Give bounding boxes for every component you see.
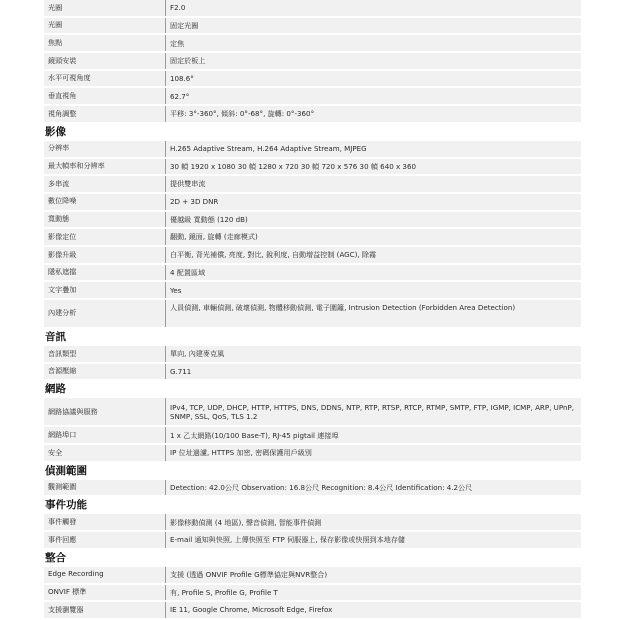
spec-value: IE 11, Google Chrome, Microsoft Edge, Firefox <box>165 602 581 618</box>
section-heading: 整合 <box>45 551 66 564</box>
spec-row-horizontal-fov <box>44 71 581 87</box>
spec-row-dnr <box>44 194 581 210</box>
spec-value: 2D + 3D DNR <box>165 194 581 210</box>
section-lens <box>44 0 581 122</box>
spec-label: 影像定位 <box>48 231 77 241</box>
spec-label: 數位降噪 <box>48 196 77 206</box>
spec-value: H.265 Adaptive Stream, H.264 Adaptive Stream, MJPEG <box>165 141 581 157</box>
spec-value: G.711 <box>165 364 581 380</box>
spec-label: 最大幀率和分辨率 <box>48 161 105 171</box>
spec-row-text-overlay <box>44 282 581 298</box>
spec-label: 事件回應 <box>48 534 77 544</box>
spec-row-resolution <box>44 141 581 157</box>
spec-label: 內建分析 <box>48 308 77 318</box>
spec-row-focus <box>44 35 581 51</box>
spec-value: 108.6° <box>165 71 581 87</box>
spec-row-audio-type <box>44 346 581 362</box>
spec-label: 多串流 <box>48 178 70 188</box>
spec-row-browsers <box>44 602 581 618</box>
spec-label: 網路協議與服務 <box>48 406 98 416</box>
spec-value: 30 幀 1920 x 1080 30 幀 1280 x 720 30 幀 720 x 576 30 幀 640 x 360 <box>165 159 581 175</box>
spec-label: 光圈 <box>48 20 63 30</box>
spec-row-max-framerate <box>44 159 581 175</box>
spec-row-vertical-fov <box>44 88 581 104</box>
spec-row-multistream <box>44 176 581 192</box>
spec-label: 寬動態 <box>48 214 70 224</box>
spec-row-network-port <box>44 427 581 443</box>
spec-row-protocols <box>44 398 581 425</box>
spec-value: 固定於板上 <box>165 53 581 69</box>
spec-label: ONVIF 標準 <box>48 587 87 597</box>
spec-value: 1 x 乙太網路(10/100 Base-T), RJ-45 pigtail 連接埠 <box>165 427 581 443</box>
spec-row-event-response <box>44 532 581 548</box>
spec-value: Detection: 42.0公尺 Observation: 16.8公尺 Recognition: 8.4公尺 Identification: 4.2公尺 <box>165 480 581 496</box>
spec-label: 水平可視角度 <box>48 73 91 83</box>
spec-value: 提供雙串流 <box>165 176 581 192</box>
spec-label: 鏡頭安裝 <box>48 55 77 65</box>
spec-row-security <box>44 445 581 461</box>
spec-value: IP 位址過濾, HTTPS 加密, 密碼保護用戶級別 <box>165 445 581 461</box>
spec-row-onvif <box>44 585 581 601</box>
spec-value: 白平衡, 背光補償, 亮度, 對比, 銳利度, 自動增益控制 (AGC), 除霧 <box>165 247 581 263</box>
spec-value: 62.7° <box>165 88 581 104</box>
spec-label: 事件觸發 <box>48 517 77 527</box>
section-heading: 事件功能 <box>45 499 87 512</box>
spec-value: 影像移動偵測 (4 地區), 聲音偵測, 智能事件偵測 <box>165 514 581 530</box>
spec-label: 視角調整 <box>48 108 77 118</box>
spec-label: 文字疊加 <box>48 284 77 294</box>
spec-value: 固定光圈 <box>165 18 581 34</box>
spec-row-analytics <box>44 300 581 327</box>
spec-value: 人員偵測, 車輛偵測, 破壞偵測, 物體移動偵測, 電子圍籬, Intrusion Detection (Forbidden Area Detection) <box>165 300 581 327</box>
spec-row-event-trigger <box>44 514 581 530</box>
spec-value: 翻動, 鏡面, 旋轉 (走廊模式) <box>165 229 581 245</box>
spec-label: 支援瀏覽器 <box>48 604 84 614</box>
spec-value: IPv4, TCP, UDP, DHCP, HTTP, HTTPS, DNS, DDNS, NTP, RTP, RTSP, RTCP, RTMP, SMTP, FTP, IGMP, ICMP, ARP, UPnP, SNMP, SSL, QoS, TLS 1.2 <box>165 398 581 425</box>
section-heading: 偵測範圍 <box>45 464 87 477</box>
spec-value: 平移: 3°-360°, 傾斜: 0°-68°, 旋轉: 0°-360° <box>165 106 581 122</box>
spec-row-image-orientation <box>44 229 581 245</box>
spec-label: 觀測範圍 <box>48 482 77 492</box>
spec-row-lens-mount <box>44 53 581 69</box>
spec-value: 有, Profile S, Profile G, Profile T <box>165 585 581 601</box>
spec-label: 垂直視角 <box>48 91 77 101</box>
section-heading: 音訊 <box>45 331 66 343</box>
spec-label: 網路埠口 <box>48 429 77 439</box>
spec-label: 光圈 <box>48 2 63 12</box>
spec-row-privacy-mask <box>44 265 581 281</box>
spec-value: F2.0 <box>165 0 581 16</box>
spec-row-aperture-type <box>44 18 581 34</box>
section-image <box>44 124 581 327</box>
section-heading: 影像 <box>45 125 66 138</box>
spec-label: Edge Recording <box>48 569 104 579</box>
spec-value: Yes <box>165 282 581 298</box>
spec-sheet <box>44 0 581 620</box>
spec-row-image-enhancement <box>44 247 581 263</box>
spec-value: E-mail 通知與快照, 上傳快照至 FTP 伺服器上, 保存影像或快照到本地存儲 <box>165 532 581 548</box>
spec-label: 影像升級 <box>48 249 77 259</box>
spec-row-edge-recording <box>44 567 581 583</box>
section-audio <box>44 329 581 379</box>
spec-label: 隱私遮擋 <box>48 267 77 277</box>
spec-value: 4 配置區域 <box>165 265 581 281</box>
spec-label: 音源壓縮 <box>48 366 77 376</box>
spec-value: 定焦 <box>165 35 581 51</box>
spec-row-audio-compression <box>44 364 581 380</box>
spec-value: 支援 (透過 ONVIF Profile G標準協定與NVR整合) <box>165 567 581 583</box>
spec-label: 音訊類型 <box>48 348 77 358</box>
spec-label: 焦點 <box>48 37 63 47</box>
section-integration <box>44 550 581 618</box>
spec-row-observation-range <box>44 480 581 496</box>
spec-label: 安全 <box>48 447 63 457</box>
spec-value: 單向, 內建麥克風 <box>165 346 581 362</box>
spec-row-aperture <box>44 0 581 16</box>
spec-value: 優越級 寬動態 (120 dB) <box>165 212 581 228</box>
section-detection-range <box>44 463 581 496</box>
section-network <box>44 381 581 460</box>
spec-label: 分辨率 <box>48 143 70 153</box>
spec-row-angle-adjust <box>44 106 581 122</box>
section-events <box>44 497 581 547</box>
spec-row-wdr <box>44 212 581 228</box>
section-heading: 網路 <box>45 383 66 396</box>
